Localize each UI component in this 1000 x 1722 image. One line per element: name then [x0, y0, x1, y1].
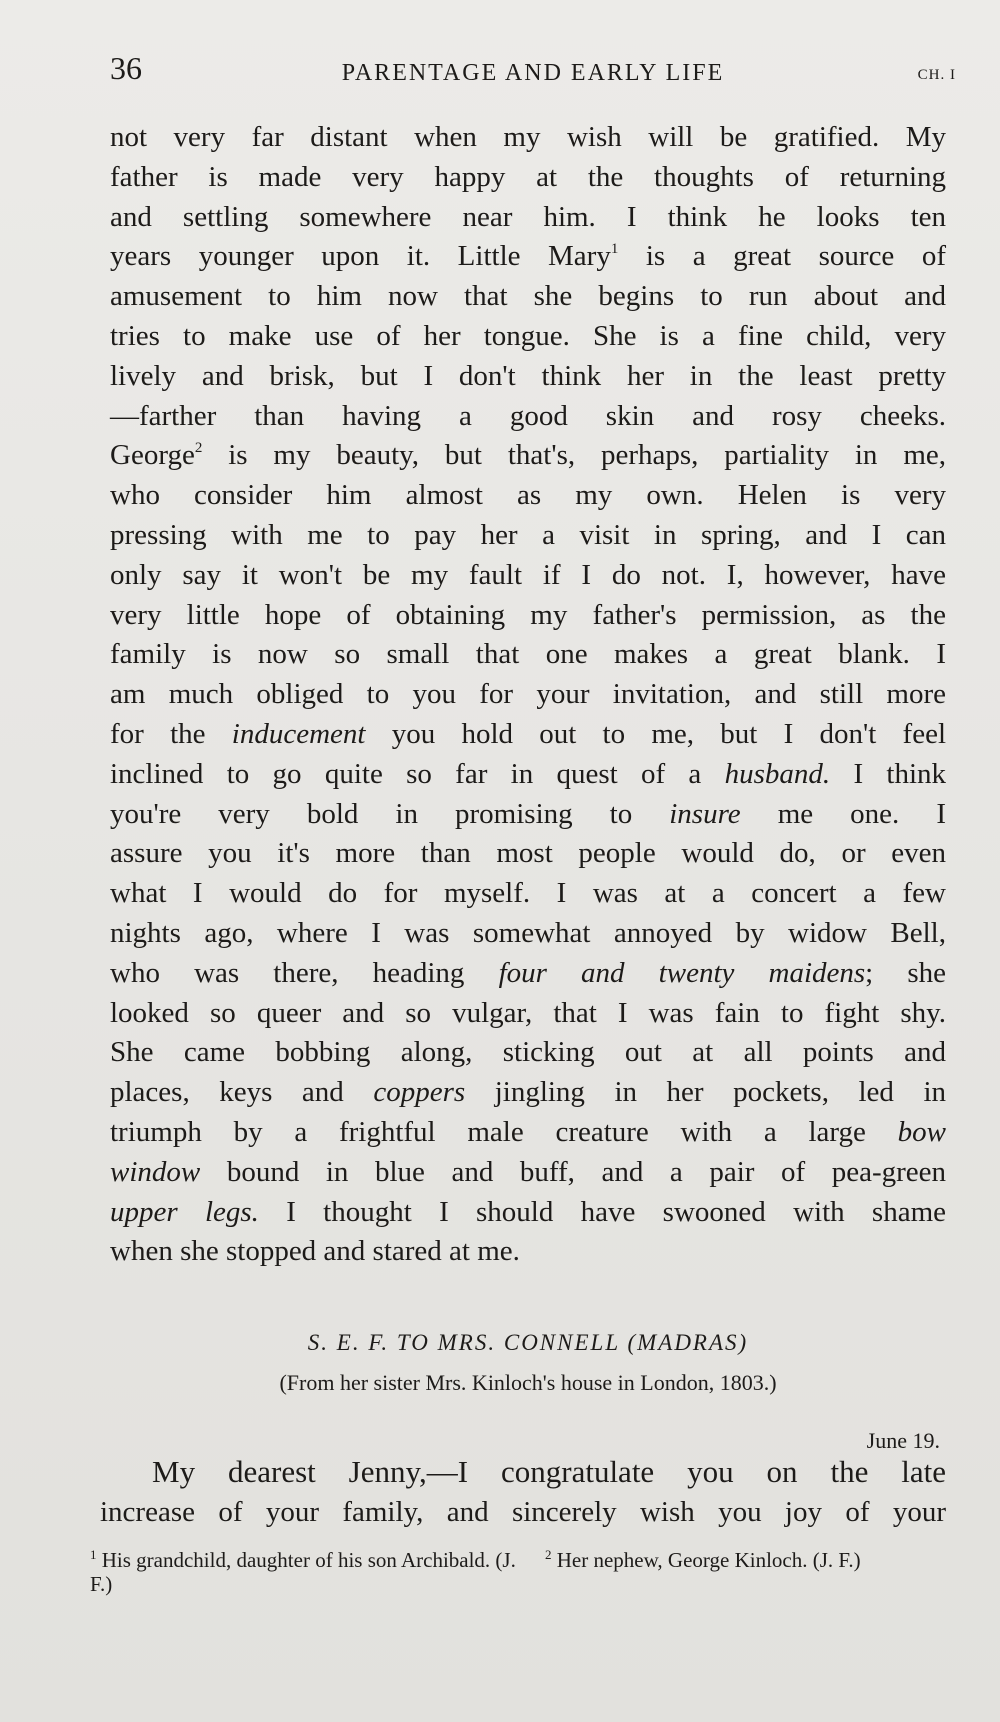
letter-heading	[110, 1330, 946, 1404]
footnote-1: $^1$ His grandchild, daughter of his son Archibald. (J. F.)	[90, 1547, 516, 1596]
text-line: only say it won't be my fault if I do not. I, however, have	[110, 558, 946, 591]
letter-body	[100, 1452, 946, 1532]
text-line: —farther than having a good skin and rosy cheeks.	[110, 399, 946, 432]
text-line: tries to make use of her tongue. She is a fine child, very	[110, 319, 946, 352]
text-line: inclined to go quite so far in quest of a husband. I think	[110, 757, 947, 790]
footnote-ref-1: 1	[610, 241, 619, 258]
footnote-ref-2: 2	[194, 440, 203, 457]
letter-subtitle: (From her sister Mrs. Kinloch's house in London, 1803.)	[279, 1370, 777, 1395]
text-line: for the inducement you hold out to me, but I don't feel	[110, 717, 947, 750]
text-line: George$^2$ is my beauty, but that's, perhaps, partiality in me,	[110, 439, 946, 472]
chapter-marker: CH. I	[917, 67, 956, 83]
body-text	[110, 118, 946, 1272]
text-line: am much obliged to you for your invitation, and still more	[110, 678, 946, 711]
text-line: father is made very happy at the thoughts of returning	[110, 160, 946, 193]
text-line: nights ago, where I was somewhat annoyed by widow Bell,	[110, 916, 946, 949]
text-line: family is now so small that one makes a great blank. I	[110, 638, 946, 671]
running-title: PARENTAGE AND EARLY LIFE	[341, 60, 725, 86]
letter-line: increase of your family, and sincerely wish you joy of your	[100, 1495, 946, 1528]
text-line: looked so queer and so vulgar, that I was fain to fight shy.	[110, 996, 946, 1029]
text-line: who consider him almost as my own. Helen is very	[110, 479, 946, 512]
letter-line: My dearest Jenny,—I congratulate you on the late	[152, 1454, 946, 1489]
letter-date: June 19.	[866, 1428, 940, 1453]
footnote-2: $^2$ Her nephew, George Kinloch. (J. F.)	[545, 1547, 861, 1572]
text-line: amusement to him now that she begins to run about and	[110, 280, 946, 313]
letter-title: S. E. F. TO MRS. CONNELL (MADRAS)	[307, 1330, 749, 1355]
text-line: when she stopped and stared at me.	[110, 1235, 520, 1268]
text-line: window bound in blue and buff, and a pair of pea-green	[110, 1155, 947, 1188]
text-line: places, keys and coppers jingling in her pockets, led in	[110, 1076, 946, 1109]
text-line: triumph by a frightful male creature with a large bow	[110, 1115, 947, 1148]
text-line: She came bobbing along, sticking out at all points and	[110, 1036, 946, 1069]
text-line: lively and brisk, but I don't think her in the least pretty	[110, 359, 946, 392]
text-line: not very far distant when my wish will be gratified. My	[110, 121, 946, 153]
text-line: and settling somewhere near him. I think he looks ten	[110, 200, 946, 233]
text-line: very little hope of obtaining my father's permission, as the	[110, 598, 946, 631]
text-line: you're very bold in promising to insure me one. I	[110, 797, 946, 830]
text-line: upper legs. I thought I should have swooned with shame	[110, 1195, 947, 1228]
text-line: who was there, heading four and twenty maidens; she	[110, 956, 947, 989]
text-line: years younger upon it. Little Mary$^1$ is a great source of	[110, 240, 946, 273]
text-line: pressing with me to pay her a visit in spring, and I can	[110, 518, 946, 551]
page-number: 36	[110, 50, 142, 86]
running-header	[110, 50, 956, 100]
text-line: assure you it's more than most people would do, or even	[110, 837, 946, 870]
text-line: what I would do for myself. I was at a concert a few	[110, 877, 946, 910]
